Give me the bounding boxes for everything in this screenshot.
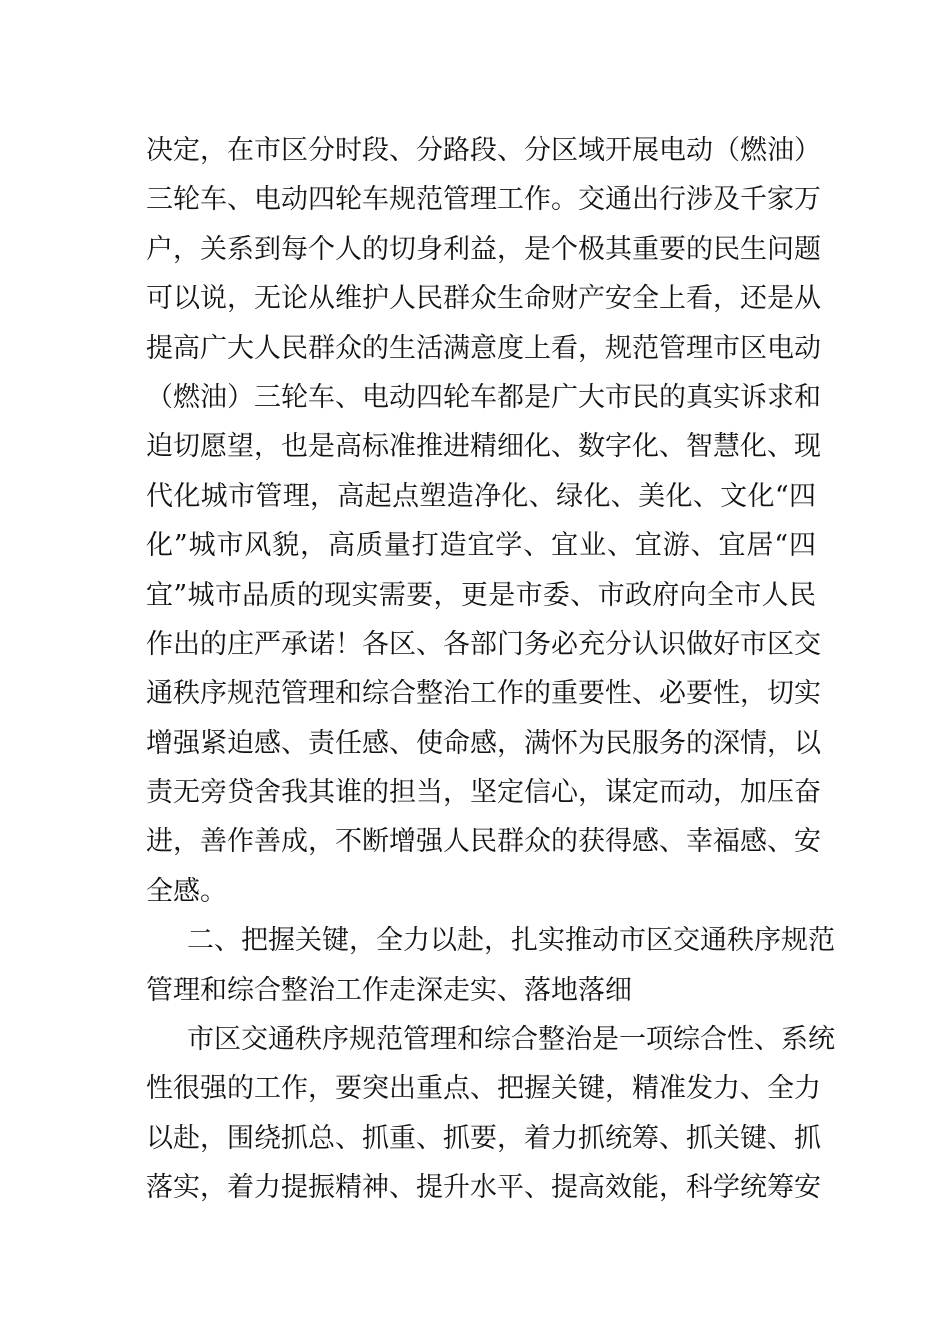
text-line: 通秩序规范管理和综合整治工作的重要性、必要性，切实	[146, 678, 821, 710]
text-line: 化”城市风貌，高质量打造宜学、宜业、宜游、宜居“四	[146, 530, 816, 562]
section-heading	[146, 916, 835, 1015]
text-line: 进，善作善成，不断增强人民群众的获得感、幸福感、安	[146, 826, 821, 858]
text-line: （燃油）三轮车、电动四轮车都是广大市民的真实诉求和	[146, 381, 821, 413]
text-line: 提高广大人民群众的生活满意度上看，规范管理市区电动	[146, 332, 821, 364]
heading-line: 管理和综合整治工作走深走实、落地落细	[146, 974, 632, 1006]
paragraph-1	[146, 126, 821, 916]
text-line: 市区交通秩序规范管理和综合整治是一项综合性、系统	[187, 1024, 835, 1056]
text-line: 责无旁贷舍我其谁的担当，坚定信心，谋定而动，加压奋	[146, 777, 821, 809]
text-line: 性很强的工作，要突出重点、把握关键，精准发力、全力	[146, 1073, 821, 1105]
heading-line: 二、把握关键，全力以赴，扎实推动市区交通秩序规范	[187, 925, 835, 957]
text-line: 代化城市管理，高起点塑造净化、绿化、美化、文化“四	[146, 480, 816, 512]
paragraph-2	[146, 1015, 835, 1213]
text-line: 落实，着力提振精神、提升水平、提高效能，科学统筹安	[146, 1172, 821, 1204]
text-line: 迫切愿望，也是高标准推进精细化、数字化、智慧化、现	[146, 431, 821, 463]
text-line: 宜”城市品质的现实需要，更是市委、市政府向全市人民	[146, 579, 816, 611]
text-line: 全感。	[146, 875, 227, 907]
text-line: 作出的庄严承诺！各区、各部门务必充分认识做好市区交	[146, 628, 821, 660]
text-line: 户，关系到每个人的切身利益，是个极其重要的民生问题	[146, 233, 821, 265]
text-line: 增强紧迫感、责任感、使命感，满怀为民服务的深情，以	[146, 727, 821, 759]
text-line: 三轮车、电动四轮车规范管理工作。交通出行涉及千家万	[146, 184, 821, 216]
text-line: 可以说，无论从维护人民群众生命财产安全上看，还是从	[146, 283, 821, 315]
document-body	[146, 126, 835, 1213]
text-line: 以赴，围绕抓总、抓重、抓要，着力抓统筹、抓关键、抓	[146, 1122, 821, 1154]
text-line: 决定，在市区分时段、分路段、分区域开展电动（燃油）	[146, 135, 821, 166]
